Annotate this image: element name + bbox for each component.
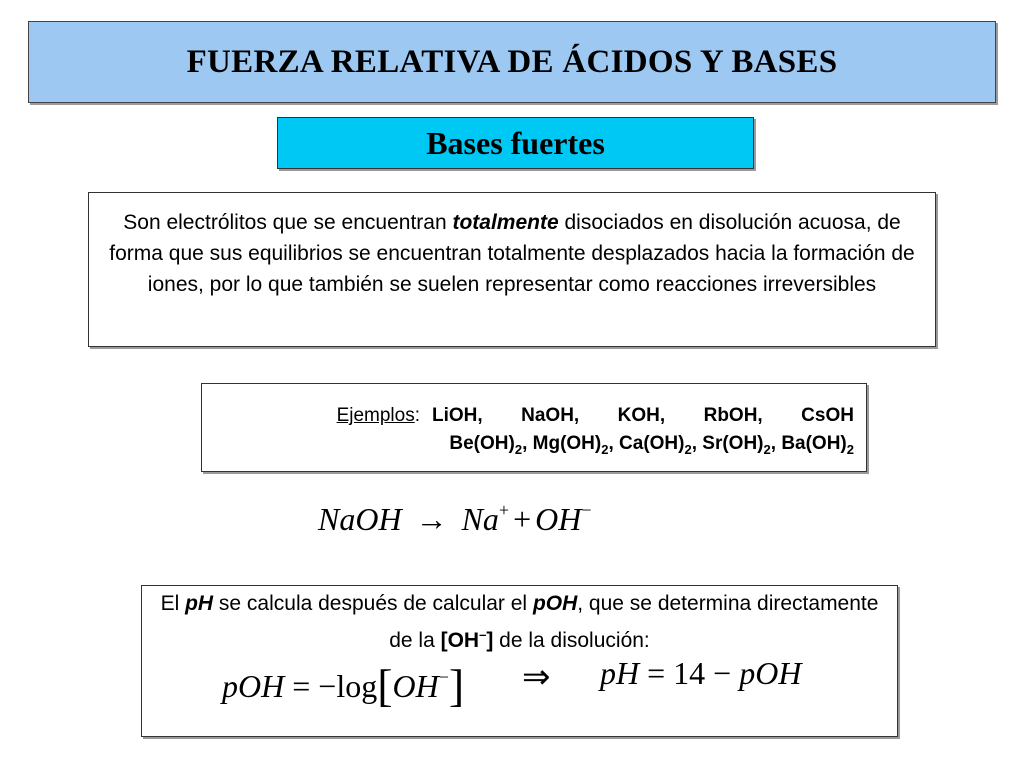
definition-text-part2: disociados en disolución acuosa, de forma que sus equilibrios se encuentran totalmente desplazados hacia la formación de iones, por lo que también se suelen representar como reacciones irreversibles [109, 211, 915, 296]
poh-term: pOH [532, 592, 578, 615]
example-item: $Ba(OH)_2$ [781, 433, 854, 457]
example-item: $Sr(OH)_2$, [702, 433, 782, 457]
implies-arrow: ⇒ [522, 659, 551, 696]
plus-sign: + [513, 501, 532, 537]
product-anion: OH [535, 501, 582, 537]
title-banner [28, 21, 996, 103]
ph-formula: pH = 14 − pOH [600, 655, 802, 691]
dissociation-equation [318, 500, 591, 538]
definition-box [88, 192, 936, 347]
ph-calculation-box [141, 585, 898, 737]
page-title: FUERZA RELATIVA DE ÁCIDOS Y BASES [186, 43, 838, 80]
examples-row-1 [214, 402, 854, 430]
reactant: NaOH [318, 501, 402, 537]
example-item: $Be(OH)_2$, [449, 433, 533, 457]
anion-charge: − [581, 500, 592, 520]
subtitle-banner [277, 117, 754, 169]
ph-explanation: El pH se calcula después de calcular el pOH, que se determina directamente de la [OH–] de la disolución: [160, 592, 879, 652]
examples-list-1 [432, 402, 854, 430]
example-item: $Ca(OH)_2$, [619, 433, 703, 457]
poh-formula: pOH = −log[OH−] [222, 660, 465, 711]
reaction-arrow: → [415, 501, 448, 537]
examples-label: Ejemplos [336, 405, 415, 426]
cation-charge: + [498, 500, 510, 520]
examples-colon: : [414, 405, 420, 426]
product-cation: Na [461, 501, 499, 537]
examples-row-2 [214, 430, 854, 464]
example-item: KOH, [617, 405, 666, 426]
section-subtitle: Bases fuertes [426, 124, 605, 161]
example-item: RbOH, [703, 405, 763, 426]
definition-text-part1: Son electrólitos que se encuentran [123, 211, 453, 234]
example-item: $Mg(OH)_2$, [532, 433, 620, 457]
examples-box [201, 383, 867, 472]
example-item: LiOH, [432, 405, 483, 426]
definition-emphasis: totalmente [452, 211, 559, 234]
example-item: NaOH, [521, 405, 580, 426]
example-item: CsOH [801, 405, 854, 426]
hydroxide-concentration: [OH–] [440, 627, 494, 652]
ph-term: pH [185, 592, 214, 615]
